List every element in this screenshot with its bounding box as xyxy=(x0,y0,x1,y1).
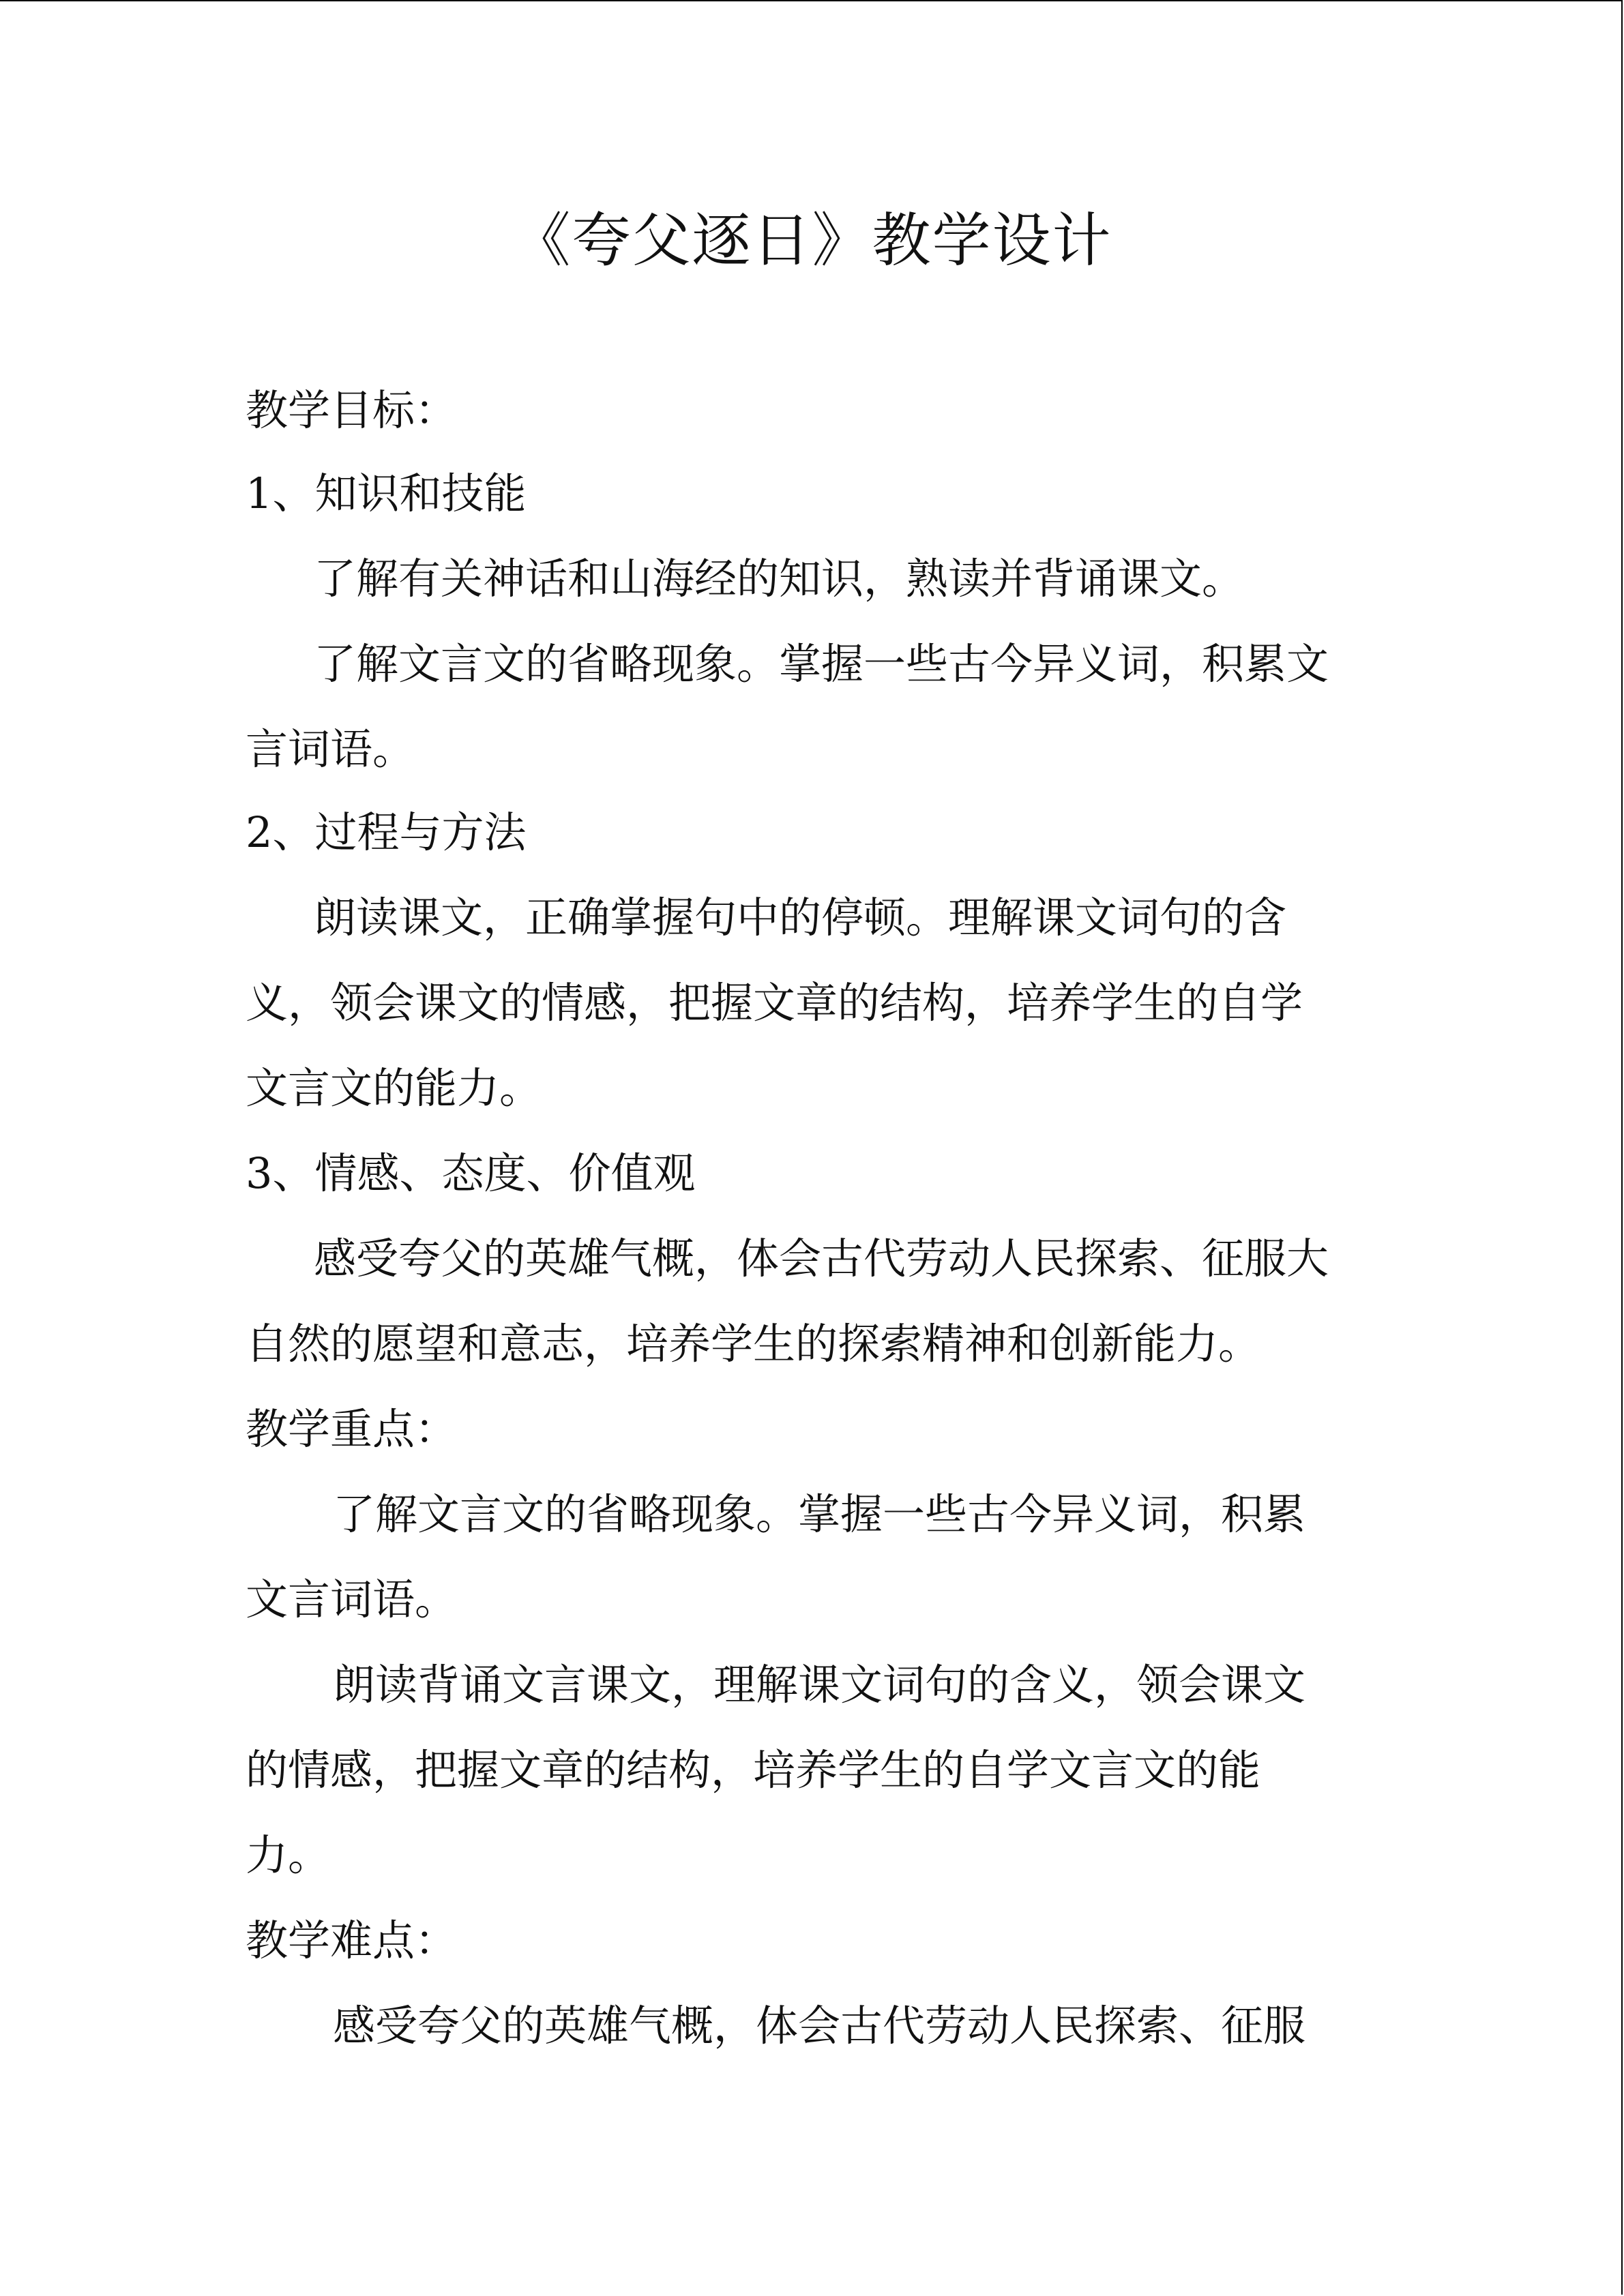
document-title: 《夸父逐日》教学设计 xyxy=(512,207,1112,275)
subheading-process-method: 2、过程与方法 xyxy=(246,807,527,857)
paragraph-line: 自然的愿望和意志，培养学生的探索精神和创新能力。 xyxy=(246,1319,1261,1369)
section-heading-difficulties: 教学难点： xyxy=(246,1915,458,1965)
subheading-emotion-attitude-values: 3、情感、态度、价值观 xyxy=(246,1148,696,1198)
paragraph-line: 感受夸父的英雄气概，体会古代劳动人民探索、征服 xyxy=(333,2001,1306,2051)
paragraph-line: 朗读课文，正确掌握句中的停顿。理解课文词句的含 xyxy=(314,893,1287,942)
paragraph-line: 文言词语。 xyxy=(246,1575,458,1624)
paragraph-line: 朗读背诵文言课文，理解课文词句的含义，领会课文 xyxy=(333,1660,1306,1710)
section-heading-key-points: 教学重点： xyxy=(246,1404,458,1454)
paragraph-line: 力。 xyxy=(246,1830,331,1880)
paragraph-line: 义，领会课文的情感，把握文章的结构，培养学生的自学 xyxy=(246,978,1303,1028)
paragraph-line: 文言文的能力。 xyxy=(246,1063,542,1113)
paragraph-line: 了解文言文的省略现象。掌握一些古今异义词，积累 xyxy=(333,1489,1306,1539)
paragraph-line: 了解文言文的省略现象。掌握一些古今异义词，积累文 xyxy=(314,639,1329,689)
subheading-knowledge-skills: 1、知识和技能 xyxy=(246,468,527,518)
paragraph-line: 言词语。 xyxy=(246,724,415,774)
section-heading-objectives: 教学目标： xyxy=(246,385,458,435)
paragraph-line: 了解有关神话和山海经的知识，熟读并背诵课文。 xyxy=(314,554,1245,603)
paragraph-line: 的情感，把握文章的结构，培养学生的自学文言文的能 xyxy=(246,1745,1261,1795)
paragraph-line: 感受夸父的英雄气概，体会古代劳动人民探索、征服大 xyxy=(314,1234,1329,1283)
